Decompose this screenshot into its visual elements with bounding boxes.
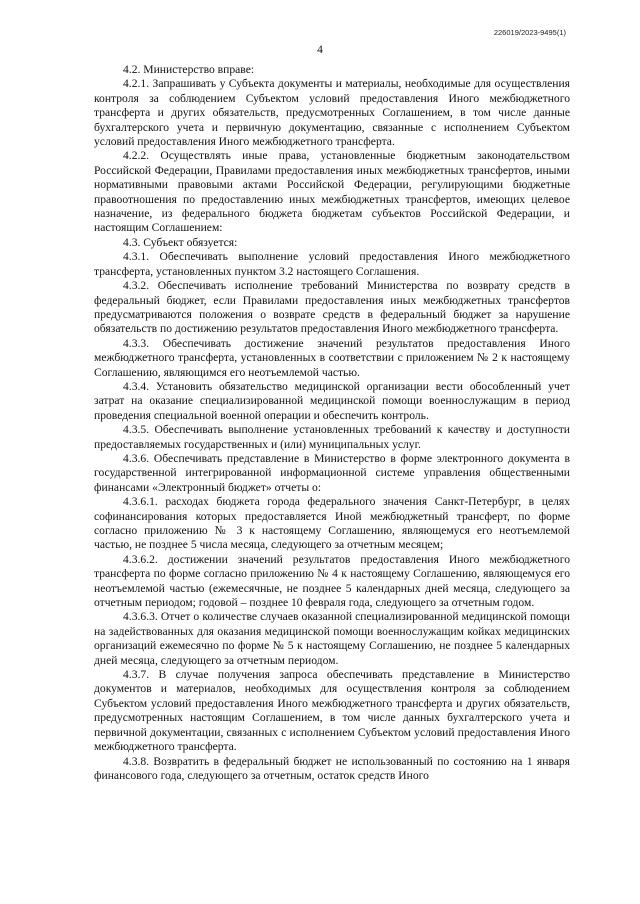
document-body	[94, 63, 570, 783]
paragraph-4-2: 4.2. Министерство вправе:	[123, 63, 255, 76]
page-number: 4	[317, 44, 323, 56]
paragraph-4-3-6: 4.3.6. Обеспечивать представление в Министерство в форме электронного документа в государственной интегрированной информационной системе управления общественными финансами «Электронный бюджет» отчеты о:	[94, 451, 570, 494]
paragraph-4-3-6-2: 4.3.6.2. достижении значений результатов предоставления Иного межбюджетного трансферта по форме согласно приложению № 4 к настоящему Соглашению, являющемуся его неотъемлемой частью (ежемесячные, не позднее 5 календарных дней месяца, следующего за отчетным периодом; годовой – позднее 10 февраля года, следующего за отчетным годом.	[94, 552, 570, 610]
paragraph-4-3-2: 4.3.2. Обеспечивать исполнение требований Министерства по возврату средств в федеральный бюджет, если Правилами предоставления иных межбюджетных трансфертов предусматриваются положения о возврате средств в федеральный бюджет за нарушение обязательств по достижению результатов предоставления Иного межбюджетного трансферта.	[94, 279, 570, 336]
paragraph-4-3-6-3: 4.3.6.3. Отчет о количестве случаев оказанной специализированной медицинской помощи на задействованных для оказания медицинской помощи военнослужащим койках медицинских организаций ежемесячно по форме № 5 к настоящему Соглашению, не позднее 5 календарных дней месяца, следующего за отчетным периодом.	[94, 610, 570, 667]
paragraph-4-3-4: 4.3.4. Установить обязательство медицинской организации вести обособленный учет затрат на оказание специализированной медицинской помощи военнослужащим в период проведения специальной военной операции и обеспечить контроль.	[94, 379, 570, 422]
paragraph-4-3-6-1: 4.3.6.1. расходах бюджета города федерального значения Санкт-Петербург, в целях софинансирования которых предоставляется Иной межбюджетный трансферт, по форме согласно приложению № 3 к настоящему Соглашению, являющемуся его неотъемлемой частью, не позднее 5 числа месяца, следующего за отчетным месяцем;	[94, 495, 570, 552]
document-id: 226019/2023-9495(1)	[493, 28, 566, 37]
paragraph-4-2-1: 4.2.1. Запрашивать у Субъекта документы и материалы, необходимые для осуществления контроля за соблюдением Субъектом условий предоставления Иного межбюджетного трансферта и других обязательств, предусмотренных Соглашением, в том числе данные бухгалтерского учета и первичную документацию, связанные с исполнением Субъектом условий предоставления Иного межбюджетного трансферта.	[94, 77, 570, 149]
paragraph-4-2-2: 4.2.2. Осуществлять иные права, установленные бюджетным законодательством Российской Федерации, Правилами предоставления иных межбюджетных трансфертов, иными нормативными правовыми актами Российской Федерации, регулирующими бюджетные правоотношения по предоставлению иных межбюджетных трансфертов, имеющих целевое назначение, из федерального бюджета бюджетам субъектов Российской Федерации, и настоящим Соглашением:	[94, 149, 570, 235]
paragraph-4-3-7: 4.3.7. В случае получения запроса обеспечивать представление в Министерство документов и материалов, необходимых для осуществления контроля за соблюдением Субъектом условий предоставления Иного межбюджетного трансферта и других обязательств, предусмотренных настоящим Соглашением, в том числе данных бухгалтерского учета и первичной документации, связанных с исполнением Субъектом условий предоставления Иного межбюджетного трансферта.	[94, 668, 570, 754]
paragraph-4-3-8: 4.3.8. Возвратить в федеральный бюджет не использованный по состоянию на 1 января финансового года, следующего за отчетным, остаток средств Иного	[94, 754, 570, 782]
paragraph-4-3-1: 4.3.1. Обеспечивать выполнение условий предоставления Иного межбюджетного трансферта, установленных пунктом 3.2 настоящего Соглашения.	[94, 250, 570, 278]
paragraph-4-3: 4.3. Субъект обязуется:	[123, 235, 238, 249]
paragraph-4-3-5: 4.3.5. Обеспечивать выполнение установленных требований к качеству и доступности предоставляемых государственных и (или) муниципальных услуг.	[94, 423, 570, 451]
paragraph-4-3-3: 4.3.3. Обеспечивать достижение значений результатов предоставления Иного межбюджетного трансферта, установленных в соответствии с приложением № 2 к настоящему Соглашению, являющимся его неотъемлемой частью.	[94, 336, 570, 379]
